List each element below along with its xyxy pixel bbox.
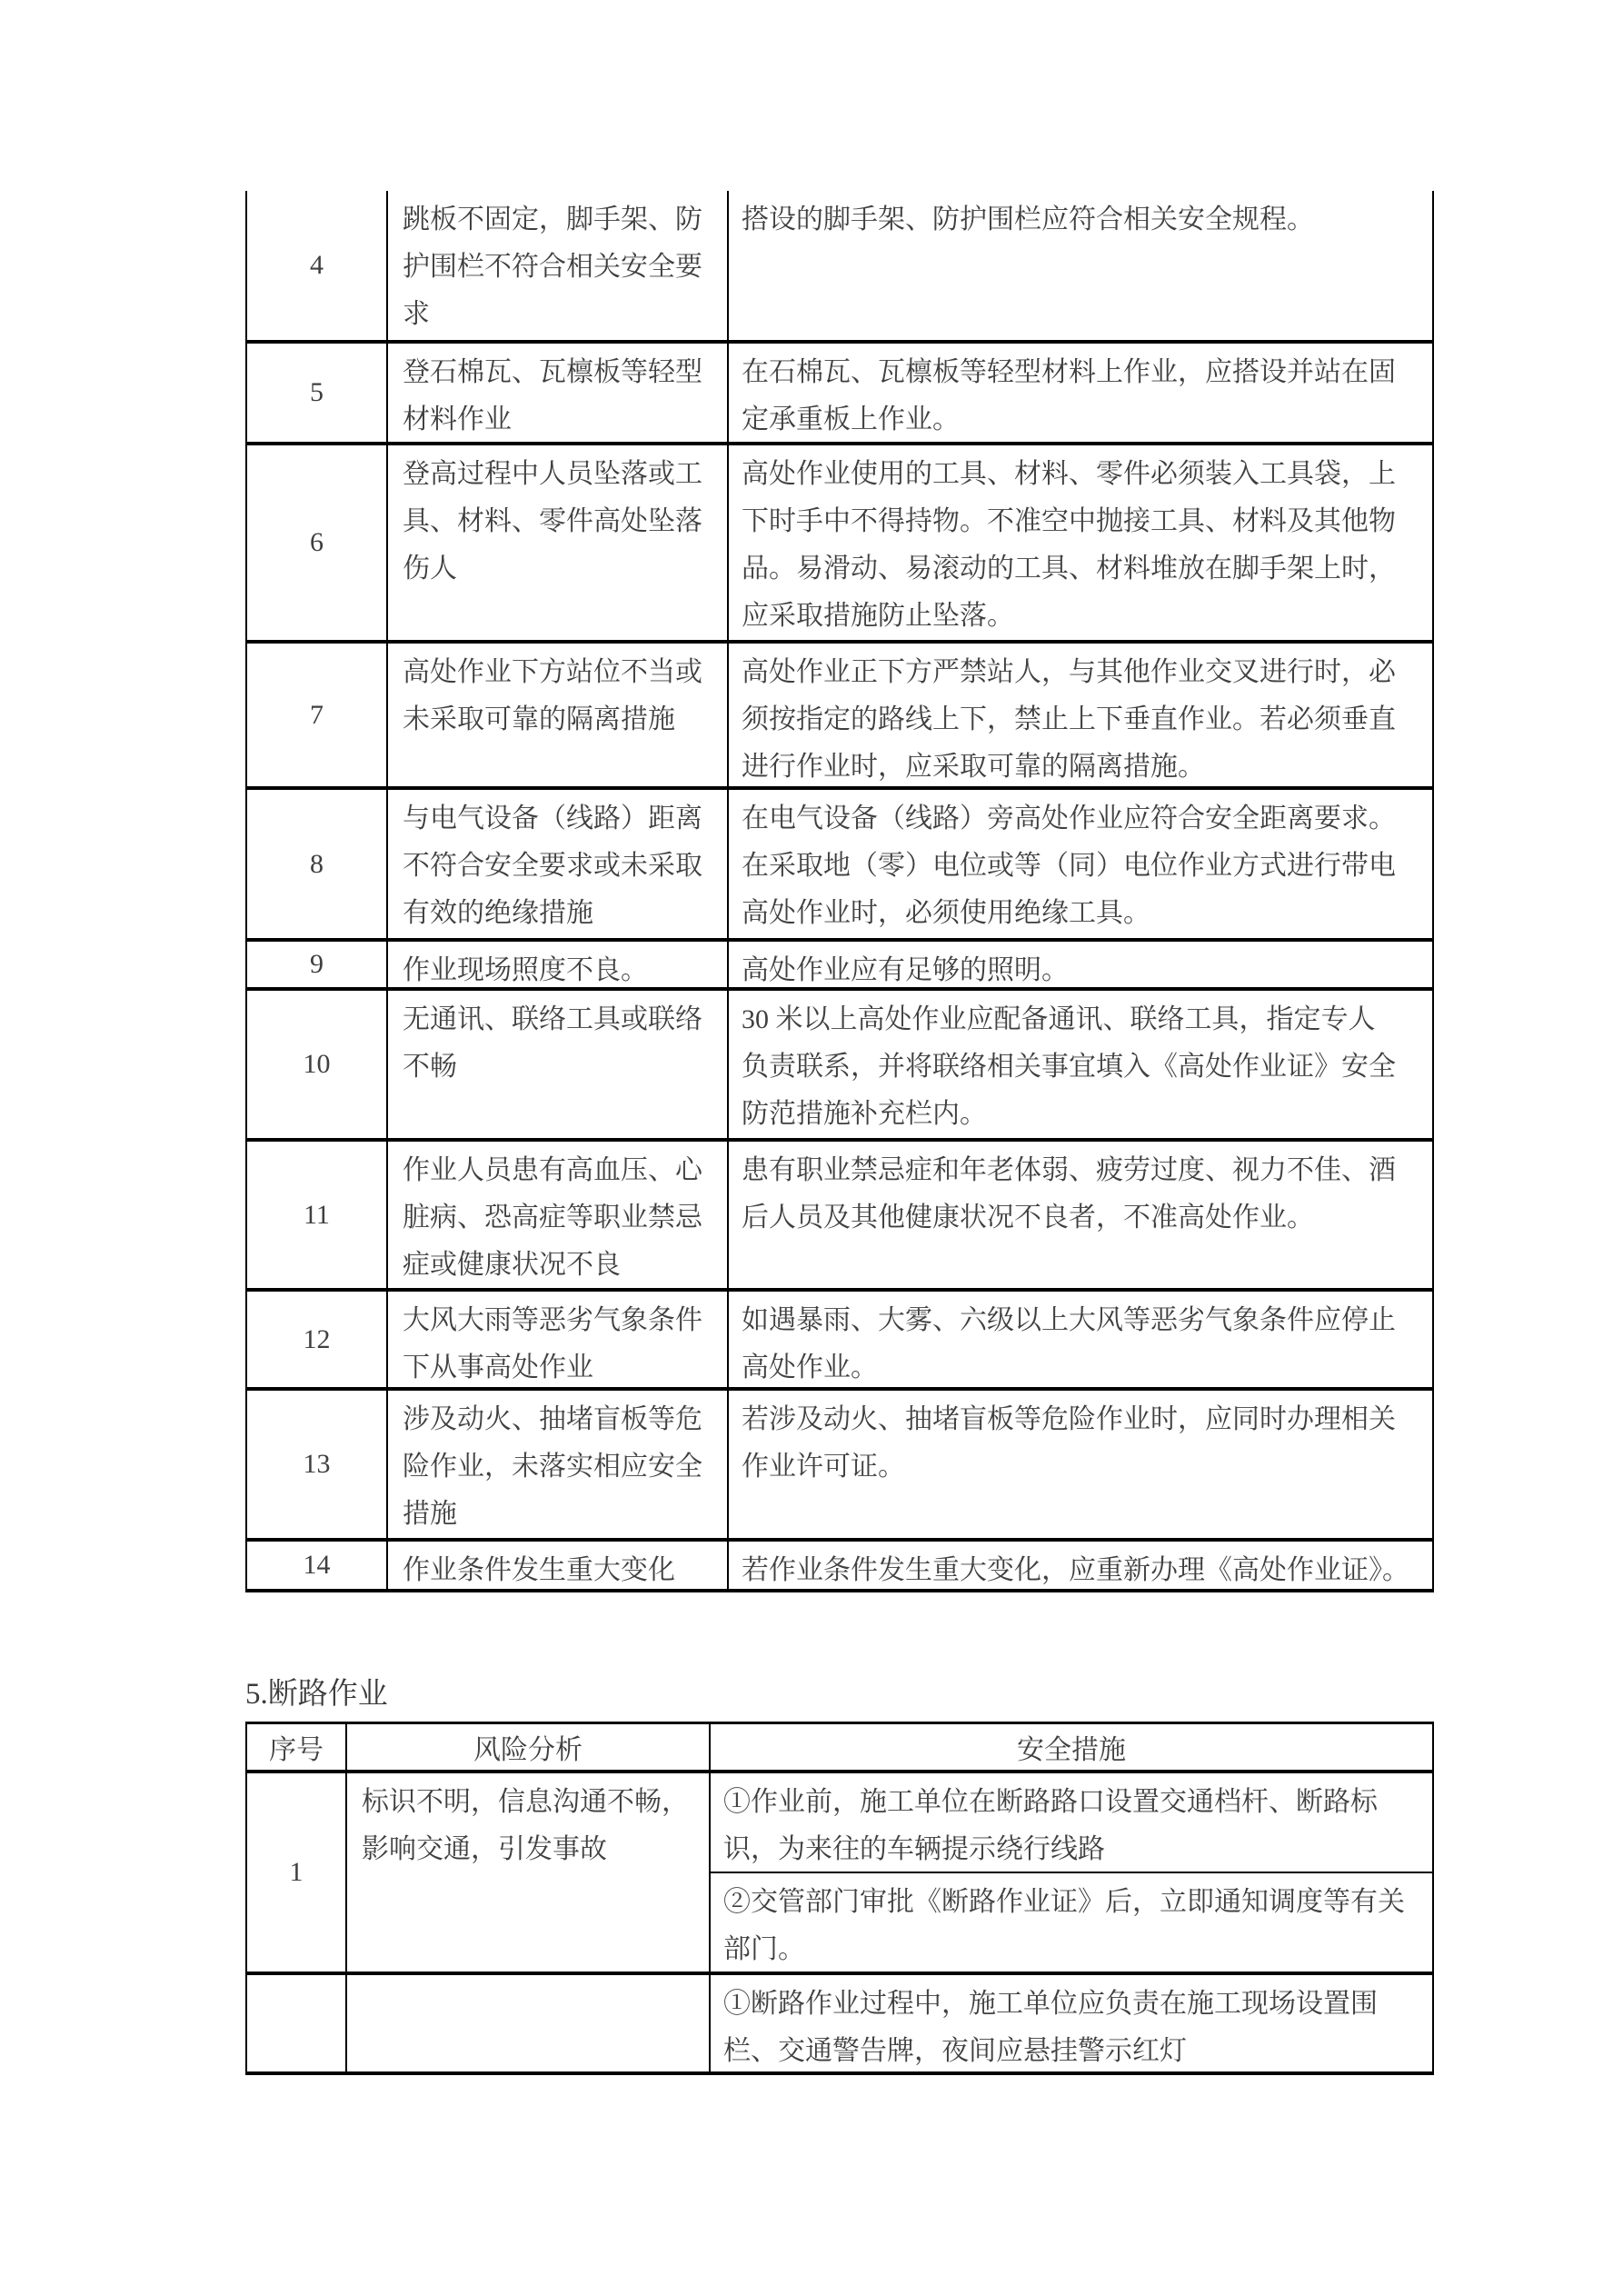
measure-subcell [729,1391,1432,1491]
measure-subcell [729,445,1432,640]
risk-cell [388,344,729,442]
risk-cell [388,942,729,987]
seq-cell: 14 [247,1542,388,1589]
risk-text-line: 登高过程中人员坠落或工 [403,459,702,489]
risk-text-line: 伤人 [403,554,457,584]
measure-cell [729,991,1434,1138]
measure-cell [729,1292,1434,1387]
risk-text-line: 求 [403,299,430,329]
measure-cell [729,1142,1434,1288]
risk-cell [388,790,729,938]
table-row [245,445,1434,644]
measure-text-line: 应采取措施防止坠落。 [742,601,1014,631]
seq-cell: 13 [247,1391,388,1538]
header-seq: 序号 [247,1724,347,1770]
risk-text-line: 不畅 [403,1052,457,1082]
risk-cell [388,1391,729,1538]
risk-text-line: 材料作业 [403,404,512,434]
risk-text-line: 登石棉瓦、瓦檩板等轻型 [403,357,702,387]
measure-text-line: 若涉及动火、抽堵盲板等危险作业时，应同时办理相关 [742,1404,1396,1434]
measure-text-line: 若作业条件发生重大变化，应重新办理《高处作业证》。 [742,1555,1409,1585]
measure-text-line: ②交管部门审批《断路作业证》后，立即通知调度等有关 [723,1887,1405,1917]
measure-subcell [729,790,1432,937]
measure-text-line: 在采取地（零）电位或等（同）电位作业方式进行带电 [742,851,1396,881]
section-5-heading: 5.断路作业 [245,1678,388,1711]
seq-cell: 10 [247,991,388,1138]
risk-cell [347,1773,711,1972]
measure-text-line: ①断路作业过程中，施工单位应负责在施工现场设置围 [723,1989,1378,2019]
table-row [245,991,1434,1142]
risk-text-line: 措施 [403,1499,457,1529]
measure-text-line: 高处作业正下方严禁站人，与其他作业交叉进行时，必 [742,657,1396,687]
table-row [245,644,1434,790]
measure-subcell [729,644,1432,786]
seq-cell: 11 [247,1142,388,1288]
measure-subcell [729,1292,1432,1387]
measure-subcell [729,942,1432,987]
table-row [245,942,1434,991]
measure-subcell [729,1142,1432,1242]
measure-text-line: 后人员及其他健康状况不良者，不准高处作业。 [742,1203,1314,1233]
measure-text-line: 在石棉瓦、瓦檩板等轻型材料上作业，应搭设并站在固 [742,357,1396,387]
risk-text-line: 无通讯、联络工具或联络 [403,1004,702,1034]
measure-text-line: 高处作业应有足够的照明。 [742,955,1069,985]
risk-text-line: 具、材料、零件高处坠落 [403,506,702,536]
measure-text-line: 识，为来往的车辆提示绕行线路 [723,1834,1105,1864]
risk-text-line: 涉及动火、抽堵盲板等危 [403,1404,702,1434]
risk-text-line: 作业现场照度不良。 [403,955,648,985]
measure-text-line: 品。易滑动、易滚动的工具、材料堆放在脚手架上时， [742,554,1396,584]
measure-subcell [711,1975,1432,2071]
risk-text-line: 作业人员患有高血压、心 [403,1155,702,1185]
table-header-row [245,1724,1434,1773]
seq-cell: 9 [247,942,388,987]
risk-text-line: 未采取可靠的隔离措施 [403,704,675,734]
measure-text-line: 进行作业时，应采取可靠的隔离措施。 [742,752,1205,782]
risk-cell [388,191,729,340]
risk-cell [388,1292,729,1387]
measure-text-line: 高处作业使用的工具、材料、零件必须装入工具袋，上 [742,459,1396,489]
table-row [245,191,1434,344]
measure-subcell [711,1873,1432,1972]
risk-table-heights-work [245,191,1434,1592]
measure-subcell [711,1773,1432,1873]
risk-text-line: 下从事高处作业 [403,1353,593,1383]
measure-text-line: 高处作业。 [742,1353,878,1383]
seq-cell: 1 [247,1773,347,1972]
measure-cell [729,191,1434,340]
table-row [245,1391,1434,1542]
measure-text-line: 部门。 [723,1934,805,1964]
risk-text-line: 有效的绝缘措施 [403,898,593,928]
risk-text-line: 作业条件发生重大变化 [403,1555,675,1585]
measure-subcell [729,1542,1432,1589]
measure-text-line: 在电气设备（线路）旁高处作业应符合安全距离要求。 [742,804,1396,834]
table-row [245,1773,1434,1975]
measure-cell [729,445,1434,640]
risk-cell [388,445,729,640]
risk-text-line: 标识不明，信息沟通不畅， [362,1787,689,1817]
measure-subcell [729,344,1432,442]
measure-text-line: 负责联系，并将联络相关事宜填入《高处作业证》安全 [742,1052,1396,1082]
measure-text-line: 下时手中不得持物。不准空中抛接工具、材料及其他物 [742,506,1396,536]
table-row [245,1292,1434,1391]
risk-text-line: 脏病、恐高症等职业禁忌 [403,1203,702,1233]
risk-text-line: 跳板不固定，脚手架、防 [403,205,702,235]
table-row [245,790,1434,942]
risk-text-line: 不符合安全要求或未采取 [403,851,702,881]
measure-cell [729,790,1434,938]
risk-text-line: 高处作业下方站位不当或 [403,657,702,687]
risk-text-line: 险作业，未落实相应安全 [403,1452,702,1482]
seq-cell: 12 [247,1292,388,1387]
measure-text-line: ①作业前，施工单位在断路路口设置交通档杆、断路标 [723,1787,1378,1817]
risk-cell [388,1542,729,1589]
measure-text-line: 高处作业时，必须使用绝缘工具。 [742,898,1150,928]
measure-text-line: 栏、交通警告牌，夜间应悬挂警示红灯 [723,2036,1187,2066]
measure-cell [729,644,1434,786]
seq-cell: 5 [247,344,388,442]
table-row [245,344,1434,445]
seq-cell: 6 [247,445,388,640]
measure-cell [729,1391,1434,1538]
risk-text-line: 影响交通，引发事故 [362,1834,607,1864]
risk-text-line: 与电气设备（线路）距离 [403,804,702,834]
measure-text-line: 须按指定的路线上下，禁止上下垂直作业。若必须垂直 [742,704,1396,734]
table-row [245,1975,1434,2075]
header-risk-analysis: 风险分析 [347,1724,711,1770]
table-row [245,1542,1434,1592]
risk-cell [388,991,729,1138]
risk-cell [388,1142,729,1288]
measure-subcell [729,191,1432,244]
risk-cell [347,1975,711,2071]
table-row [245,1142,1434,1292]
seq-cell: 4 [247,191,388,340]
measure-cell [729,1542,1434,1589]
measure-text-line: 搭设的脚手架、防护围栏应符合相关安全规程。 [742,205,1314,235]
header-safety-measures: 安全措施 [711,1724,1434,1770]
seq-cell: 8 [247,790,388,938]
risk-table-road-breaking [245,1722,1434,2075]
measure-cell [711,1773,1434,1972]
measure-subcell [729,991,1432,1138]
measure-cell [729,344,1434,442]
risk-text-line: 大风大雨等恶劣气象条件 [403,1305,702,1335]
measure-text-line: 防范措施补充栏内。 [742,1099,987,1129]
measure-cell [711,1975,1434,2071]
risk-text-line: 护围栏不符合相关安全要 [403,252,702,282]
risk-text-line: 症或健康状况不良 [403,1250,621,1280]
measure-text-line: 患有职业禁忌症和年老体弱、疲劳过度、视力不佳、酒 [742,1155,1396,1185]
seq-cell: 7 [247,644,388,786]
measure-text-line: 30 米以上高处作业应配备通讯、联络工具，指定专人 [742,1004,1376,1034]
measure-text-line: 如遇暴雨、大雾、六级以上大风等恶劣气象条件应停止 [742,1305,1396,1335]
measure-cell [729,942,1434,987]
seq-cell [247,1975,347,2071]
measure-text-line: 定承重板上作业。 [742,404,960,434]
risk-cell [388,644,729,786]
measure-text-line: 作业许可证。 [742,1452,905,1482]
